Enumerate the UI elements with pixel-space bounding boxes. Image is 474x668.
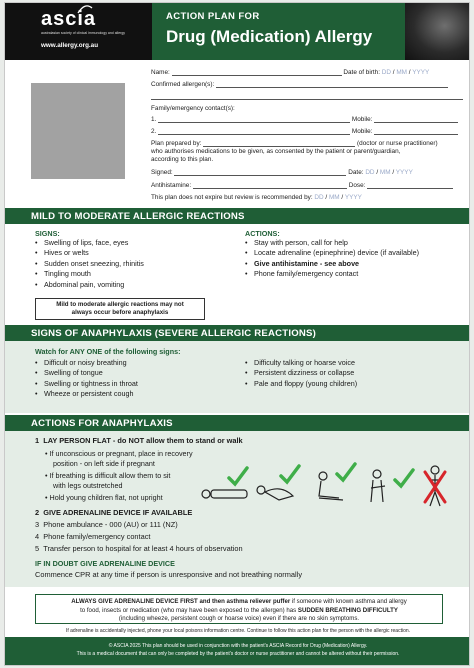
always-line-2 bbox=[36, 607, 442, 616]
bullet-icon: • bbox=[35, 269, 38, 279]
step-1-sub-2-text: If breathing is difficult allow them to sit bbox=[49, 471, 171, 480]
list-item-text: Wheeze or persistent cough bbox=[44, 389, 134, 399]
bullet-icon: • bbox=[35, 248, 38, 258]
contact-2-label: 2. bbox=[151, 128, 157, 135]
step-1-sub-1: • If unconscious or pregnant, place in recovery bbox=[45, 449, 193, 458]
date-label: Date: bbox=[348, 169, 364, 176]
list-item bbox=[35, 238, 128, 248]
contact-1-field[interactable] bbox=[158, 116, 350, 123]
lying-flat-figure bbox=[202, 490, 247, 498]
contact-1-label: 1. bbox=[151, 116, 157, 123]
list-item-text: Swelling or tightness in throat bbox=[44, 378, 138, 388]
check-icon bbox=[229, 468, 247, 484]
bullet-icon: • bbox=[35, 389, 38, 399]
step-1-sub-1b: position - on left side if pregnant bbox=[53, 459, 155, 468]
list-item-text: Stay with person, call for help bbox=[254, 238, 348, 247]
header bbox=[5, 3, 470, 60]
name-label: Name: bbox=[151, 69, 170, 76]
actions-label: ACTIONS: bbox=[245, 229, 280, 238]
step-1-sub-1-text: If unconscious or pregnant, place in recovery bbox=[49, 449, 193, 458]
antihistamine-row bbox=[151, 182, 453, 189]
step-3 bbox=[35, 520, 178, 530]
signed-field[interactable] bbox=[174, 169, 346, 176]
bullet-icon: • bbox=[35, 378, 38, 388]
step-5-number: 5 bbox=[35, 544, 40, 553]
anaphylaxis-actions-heading: ACTIONS FOR ANAPHYLAXIS bbox=[5, 415, 470, 431]
list-item bbox=[245, 269, 358, 279]
allergens-label: Confirmed allergen(s): bbox=[151, 81, 215, 88]
always-line-3: (including wheeze, persistent cough or hoarse voice) even if there are no skin symptoms. bbox=[118, 615, 360, 622]
bullet-icon: • bbox=[245, 248, 248, 258]
mobile-label: Mobile: bbox=[351, 116, 373, 123]
signed-row bbox=[151, 169, 413, 176]
always-line-1 bbox=[36, 598, 442, 607]
list-item bbox=[245, 368, 354, 378]
list-item bbox=[35, 368, 103, 378]
list-item-text: Give antihistamine - see above bbox=[254, 258, 360, 268]
date-sep: / bbox=[376, 169, 379, 176]
mild-note-box bbox=[35, 298, 205, 320]
dob-sep: / bbox=[392, 69, 395, 76]
list-item-text: Pale and floppy (young children) bbox=[254, 378, 358, 388]
list-item-text: Phone family/emergency contact bbox=[254, 269, 359, 279]
bullet-icon: • bbox=[35, 279, 38, 289]
signs-label: SIGNS: bbox=[35, 229, 60, 238]
contact-1-row bbox=[151, 116, 458, 123]
step-4-text: Phone family/emergency contact bbox=[43, 532, 151, 541]
footer-band bbox=[5, 637, 470, 666]
bullet-icon: • bbox=[35, 368, 38, 378]
review-dd[interactable]: DD bbox=[314, 194, 324, 201]
doctor-note: (doctor or nurse practitioner) bbox=[357, 140, 438, 147]
list-item bbox=[245, 248, 419, 258]
list-item-text: Hives or welts bbox=[44, 248, 89, 258]
watch-label: Watch for ANY ONE of the following signs: bbox=[35, 347, 181, 356]
dob-dd[interactable]: DD bbox=[381, 69, 391, 76]
mobile-label: Mobile: bbox=[351, 128, 373, 135]
ascia-logo bbox=[5, 3, 152, 60]
dob-mm[interactable]: MM bbox=[396, 69, 407, 76]
list-item bbox=[245, 379, 357, 389]
prepared-row bbox=[151, 140, 438, 147]
review-label: This plan does not expire but review is recommended by: bbox=[151, 194, 313, 201]
step-3-number: 3 bbox=[35, 520, 40, 529]
cpr-text: Commence CPR at any time if person is unresponsive and not breathing normally bbox=[35, 570, 303, 579]
date-sep: / bbox=[392, 169, 395, 176]
signed-label: Signed: bbox=[151, 169, 173, 176]
mobile-2-field[interactable] bbox=[374, 128, 458, 135]
asthma-reliever-box bbox=[35, 594, 443, 624]
list-item bbox=[35, 269, 91, 279]
list-item bbox=[35, 259, 144, 269]
bullet-icon: • bbox=[245, 238, 248, 247]
title-small: ACTION PLAN FOR bbox=[166, 11, 260, 22]
child-held-figure bbox=[371, 470, 385, 502]
step-2-text: GIVE ADRENALINE DEVICE IF AVAILABLE bbox=[43, 508, 193, 517]
name-row bbox=[151, 69, 429, 76]
if-in-doubt-text: IF IN DOUBT GIVE ADRENALINE DEVICE bbox=[35, 559, 175, 568]
mild-reactions-heading: MILD TO MODERATE ALLERGIC REACTIONS bbox=[5, 208, 470, 224]
mobile-1-field[interactable] bbox=[374, 116, 458, 123]
list-item bbox=[35, 280, 124, 290]
review-sep: / bbox=[325, 194, 328, 201]
date-mm[interactable]: MM bbox=[379, 169, 391, 176]
step-4-number: 4 bbox=[35, 532, 40, 541]
date-yyyy[interactable]: YYYY bbox=[395, 169, 413, 176]
dose-label: Dose: bbox=[348, 182, 366, 189]
bullet-icon: • bbox=[245, 258, 248, 268]
step-2 bbox=[35, 508, 192, 518]
list-item bbox=[245, 358, 355, 368]
list-item-text: Difficulty talking or hoarse voice bbox=[254, 358, 355, 367]
step-2-number: 2 bbox=[35, 508, 40, 517]
list-item-text: Swelling of lips, face, eyes bbox=[44, 238, 129, 247]
review-row bbox=[151, 194, 362, 201]
dob-yyyy[interactable]: YYYY bbox=[412, 69, 430, 76]
step-5-text: Transfer person to hospital for at least 4 hours of observation bbox=[43, 544, 243, 553]
action-plan-page bbox=[4, 2, 470, 666]
dob-label: Date of birth: bbox=[343, 69, 380, 76]
antihistamine-label: Antihistamine: bbox=[151, 182, 192, 189]
step-1-sub-3: • Hold young children flat, not upright bbox=[45, 493, 163, 502]
contacts-heading: Family/emergency contact(s): bbox=[151, 105, 235, 112]
mild-note-line-1: Mild to moderate allergic reactions may not bbox=[56, 301, 184, 308]
bullet-icon: • bbox=[35, 238, 38, 247]
authorises-line-2: according to this plan. bbox=[151, 156, 214, 163]
list-item-text: Abdominal pain, vomiting bbox=[44, 279, 125, 289]
footer-copyright-2: This is a medical document that can only be completed by the patient's doctor or nurse practitioner and cannot be altered without their permission. bbox=[76, 651, 400, 657]
logo-swoosh-icon bbox=[77, 4, 93, 14]
page-title: Drug (Medication) Allergy bbox=[166, 27, 373, 46]
footer-copyright-1: © ASCIA 2025 This plan should be used in conjunction with the patient's ASCIA Record for Drug (Medication) Allergy. bbox=[108, 643, 368, 649]
step-4 bbox=[35, 532, 150, 542]
contact-2-field[interactable] bbox=[158, 128, 350, 135]
always-line-2-bold: SUDDEN BREATHING DIFFICULTY bbox=[297, 606, 398, 614]
step-5 bbox=[35, 544, 243, 554]
antihistamine-field[interactable] bbox=[193, 182, 347, 189]
list-item bbox=[35, 248, 89, 258]
list-item bbox=[35, 358, 127, 368]
prepared-field[interactable] bbox=[203, 140, 355, 147]
header-photo bbox=[405, 3, 470, 60]
allergens-row bbox=[151, 81, 448, 88]
allergens-row-2 bbox=[151, 93, 463, 100]
check-icon bbox=[281, 466, 299, 482]
step-1-number: 1 bbox=[35, 436, 40, 445]
bullet-icon: • bbox=[245, 368, 248, 378]
list-item-text: Difficult or noisy breathing bbox=[44, 358, 127, 367]
list-item bbox=[35, 379, 138, 389]
list-item bbox=[245, 238, 348, 248]
anaphylaxis-signs-heading: SIGNS OF ANAPHYLAXIS (SEVERE ALLERGIC REACTIONS) bbox=[5, 325, 470, 341]
step-3-text: Phone ambulance - 000 (AU) or 111 (NZ) bbox=[43, 520, 178, 529]
always-line-2-rest: to food, insects or medication (who may have been exposed to the allergen) has bbox=[80, 606, 298, 614]
bullet-icon: • bbox=[35, 258, 38, 268]
step-1-text: LAY PERSON FLAT - do NOT allow them to stand or walk bbox=[43, 436, 243, 445]
review-yyyy[interactable]: YYYY bbox=[344, 194, 362, 201]
always-line-1-bold: ALWAYS GIVE ADRENALINE DEVICE FIRST and then asthma reliever puffer bbox=[71, 598, 291, 605]
step-1-sub-2: • If breathing is difficult allow them to sit bbox=[45, 471, 171, 480]
review-mm[interactable]: MM bbox=[328, 194, 340, 201]
check-icon bbox=[395, 470, 413, 486]
dob-sep: / bbox=[408, 69, 411, 76]
step-1 bbox=[35, 436, 243, 446]
list-item bbox=[35, 389, 134, 399]
logo-subtitle: australasian society of clinical immunology and allergy bbox=[41, 31, 126, 35]
bullet-icon: • bbox=[245, 378, 248, 388]
review-sep: / bbox=[341, 194, 344, 201]
list-item-text: Persistent dizziness or collapse bbox=[254, 368, 355, 378]
bullet-icon: • bbox=[245, 358, 248, 367]
allergens-field-2[interactable] bbox=[151, 93, 463, 100]
authorises-line-1: who authorises medications to be given, as consented by the patient or parent/guardian, bbox=[151, 148, 401, 155]
prepared-label: Plan prepared by: bbox=[151, 140, 202, 147]
bullet-icon: • bbox=[35, 358, 38, 367]
check-icon bbox=[337, 464, 355, 480]
patient-photo-placeholder[interactable] bbox=[31, 83, 125, 179]
allergens-field[interactable] bbox=[216, 81, 448, 88]
list-item-text: Swelling of tongue bbox=[44, 368, 103, 378]
step-1-sub-2b: with legs outstretched bbox=[53, 481, 123, 490]
position-figures bbox=[199, 462, 449, 510]
accidental-injection-note: If adrenaline is accidentally injected, phone your local poisons information centre. Continue to follow this action plan for the person with the allergic reaction. bbox=[65, 628, 411, 634]
list-item bbox=[245, 259, 359, 269]
list-item-text: Sudden onset sneezing, rhinitis bbox=[44, 258, 144, 268]
name-field[interactable] bbox=[172, 69, 342, 76]
logo-wordmark: ascia bbox=[41, 8, 97, 30]
list-item-text: Tingling mouth bbox=[44, 269, 91, 279]
dose-field[interactable] bbox=[367, 182, 453, 189]
list-item-text: Locate adrenaline (epinephrine) device (if available) bbox=[254, 248, 420, 258]
step-1-sub-3-text: Hold young children flat, not upright bbox=[49, 493, 163, 502]
mild-note-line-2: always occur before anaphylaxis bbox=[71, 308, 169, 316]
date-dd[interactable]: DD bbox=[365, 169, 375, 176]
title-banner bbox=[152, 3, 470, 60]
recovery-position-figure bbox=[257, 486, 293, 500]
always-line-1-rest: if someone with known asthma and allergy bbox=[290, 598, 407, 605]
logo-url: www.allergy.org.au bbox=[41, 42, 99, 49]
contact-2-row bbox=[151, 128, 458, 135]
bullet-icon: • bbox=[245, 269, 248, 279]
